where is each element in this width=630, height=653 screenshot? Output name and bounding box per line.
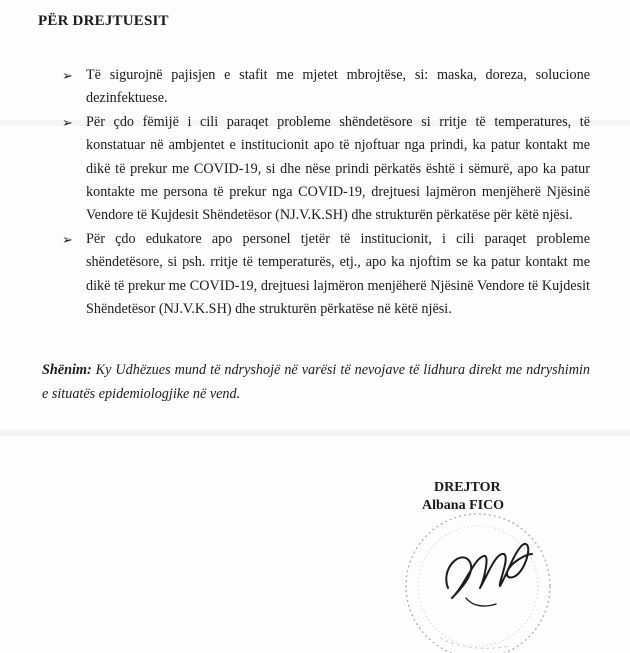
arrow-bullet-icon: ➢ bbox=[62, 231, 73, 247]
bullet-text: Të sigurojnë pajisjen e stafit me mjetet mbrojtëse, si: maska, doreza, solucione dezinfektuese. bbox=[86, 67, 590, 107]
list-item bbox=[62, 111, 590, 228]
note-label: Shënim: bbox=[42, 362, 92, 378]
note-text: Ky Udhëzues mund të ndryshojë në varësi të nevojave të lidhura direkt me ndryshimin e situatës epidemiologjike në vend. bbox=[42, 362, 590, 402]
signatory-name: Albana FICO bbox=[422, 498, 505, 513]
bullet-text: Për çdo edukatore apo personel tjetër të institucionit, i cili paraqet probleme shëndetësore, si psh. rritje të temperaturës, etj., apo ka njoftim se ka patur kontakt me dikë të prekur me COVID-19, drejtuesi lajmëron menjëherë Njësinë Vendore të Kujdesit Shëndetësor (NJ.V.K.SH) dhe strukturën përkatëse në këtë njësi. bbox=[86, 230, 590, 318]
bullet-list bbox=[62, 64, 590, 321]
arrow-bullet-icon: ➢ bbox=[62, 68, 73, 83]
signatory-title: DREJTOR bbox=[434, 480, 501, 495]
list-item bbox=[62, 64, 590, 111]
list-item bbox=[62, 228, 590, 322]
bullet-text: Për çdo fëmijë i cili paraqet probleme shëndetësore si rritje të temperatures, të konstatuar në ambjentet e institucionit apo të njoftuar nga prindi, ka patur kontakt me dikë të prekur me COVID-19, si dhe nëse prindi përkatës është i sëmurë, apo ka patur kontakte me persona të prekur nga COVID-19, drejtuesi lajmëron menjëherë Njësinë Vendore të Kujdesit Shëndetësor (NJ.V.K.SH) dhe strukturën përkatëse për këtë njësi. bbox=[86, 113, 590, 224]
note-paragraph bbox=[42, 358, 590, 406]
arrow-bullet-icon: ➢ bbox=[62, 114, 73, 130]
section-heading: PËR DREJTUESIT bbox=[38, 13, 169, 29]
scan-artifact bbox=[0, 430, 630, 436]
signature-block bbox=[400, 470, 600, 650]
